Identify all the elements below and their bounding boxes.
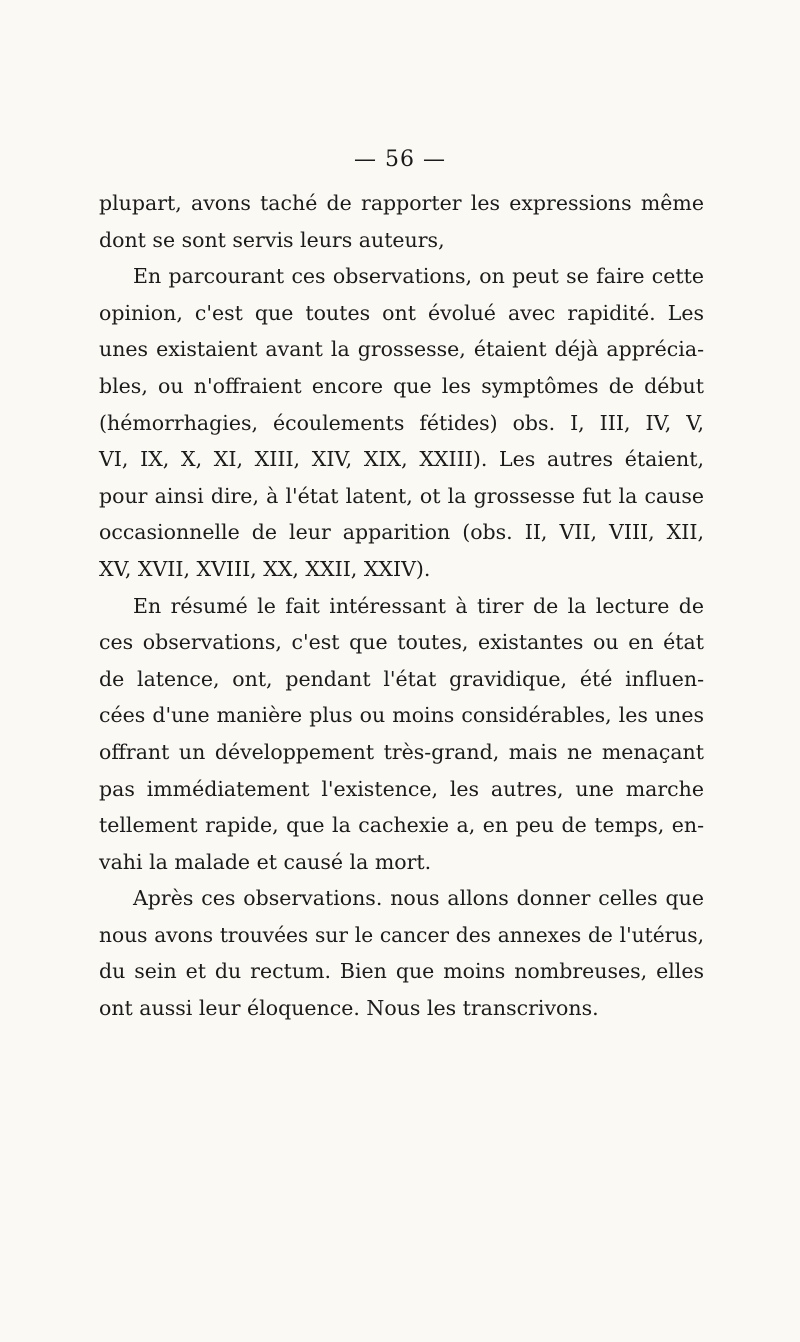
text-line: ces observations, c'est que toutes, existantes ou en état (99, 630, 704, 655)
text-line: du sein et du rectum. Bien que moins nombreuses, elles (99, 959, 704, 984)
text-line: bles, ou n'offraient encore que les symptômes de début (99, 373, 704, 398)
text-line: de latence, ont, pendant l'état gravidique, été influen- (99, 666, 704, 691)
text-line: plupart, avons taché de rapporter les expressions même (99, 191, 704, 215)
text-line: (hémorrhagies, écoulements fétides) obs. I, III, IV, V, (99, 410, 704, 435)
text-line: cées d'une manière plus ou moins considérables, les unes (99, 703, 704, 728)
text-line: vahi la malade et causé la mort. (99, 849, 432, 874)
text-line: pour ainsi dire, à l'état latent, ot la grossesse fut la cause (99, 483, 704, 508)
body-text (99, 185, 704, 1027)
text-line: offrant un développement très-grand, mais ne menaçant (99, 739, 704, 764)
text-line: Après ces observations. nous allons donner celles que (133, 886, 704, 911)
text-line: unes existaient avant la grossesse, étaient déjà apprécia- (99, 337, 704, 362)
text-line: opinion, c'est que toutes ont évolué avec rapidité. Les (99, 300, 704, 325)
text-line: XV, XVII, XVIII, XX, XXII, XXIV). (99, 556, 431, 581)
text-line: En résumé le fait intéressant à tirer de la lecture de (133, 593, 704, 618)
text-line: occasionnelle de leur apparition (obs. II, VII, VIII, XII, (99, 520, 704, 545)
text-line: tellement rapide, que la cachexie a, en peu de temps, en- (99, 813, 704, 838)
text-line: dont se sont servis leurs auteurs, (99, 227, 445, 252)
text-line: ont aussi leur éloquence. Nous les transcrivons. (99, 996, 599, 1021)
text-line: pas immédiatement l'existence, les autres, une marche (99, 776, 704, 801)
text-line: En parcourant ces observations, on peut se faire cette (133, 264, 704, 289)
text-line: VI, IX, X, XI, XIII, XIV, XIX, XXIII). Les autres étaient, (99, 447, 704, 472)
page-number: — 56 — (354, 147, 446, 172)
text-line: nous avons trouvées sur le cancer des annexes de l'utérus, (99, 922, 704, 947)
